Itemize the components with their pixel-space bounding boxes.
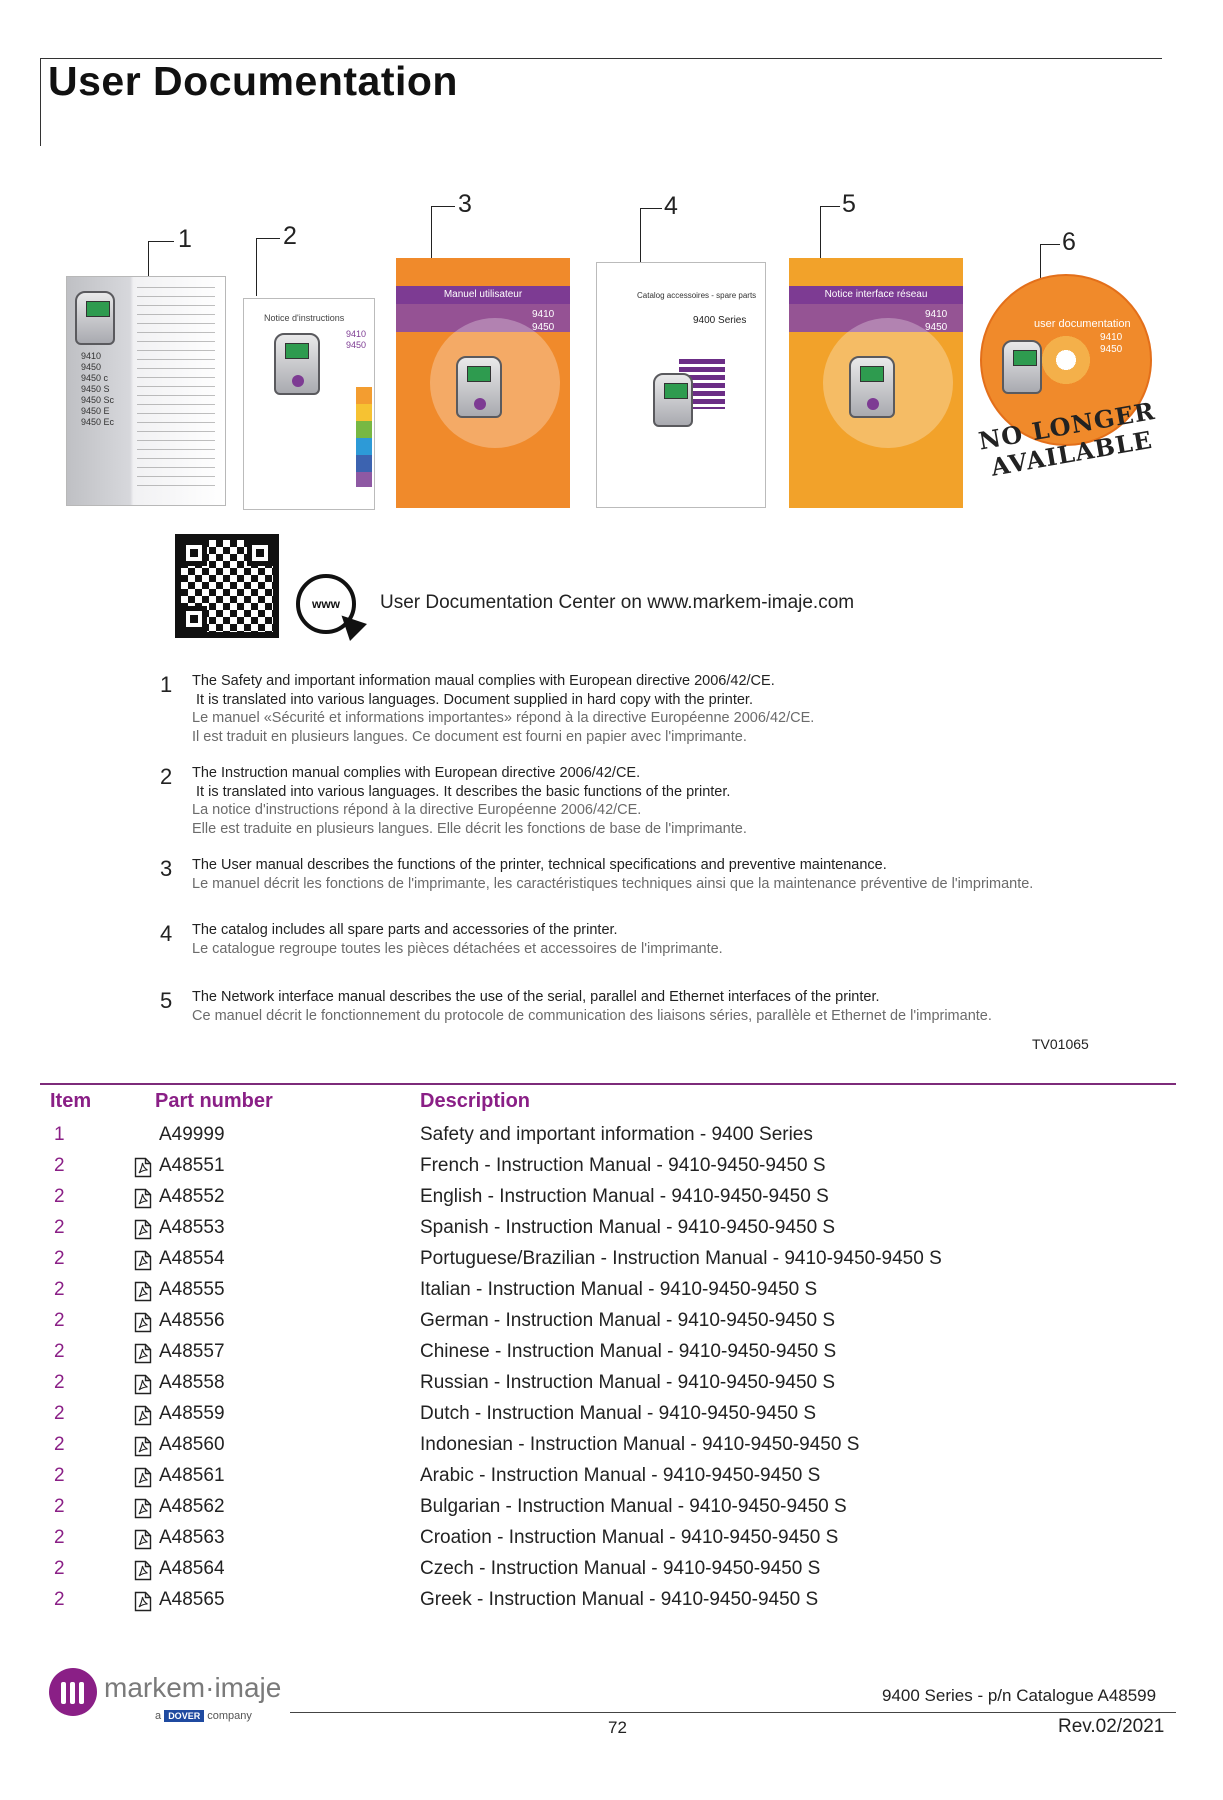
note-english — [192, 672, 775, 709]
doc-spare-parts-catalog — [596, 262, 766, 508]
row-part-number[interactable]: A48551 — [159, 1155, 225, 1176]
row-part-number[interactable]: A48554 — [159, 1248, 225, 1269]
pdf-icon[interactable] — [134, 1188, 152, 1209]
table-row — [0, 1186, 1223, 1217]
note-number: 3 — [160, 856, 173, 881]
text-lines — [137, 287, 215, 491]
pdf-icon[interactable] — [134, 1157, 152, 1178]
row-description: Bulgarian - Instruction Manual - 9410-9450-9450 S — [420, 1496, 847, 1517]
row-description: Russian - Instruction Manual - 9410-9450-9450 S — [420, 1372, 836, 1393]
dover-logo: DOVER — [164, 1710, 204, 1722]
row-description: German - Instruction Manual - 9410-9450-9450 S — [420, 1310, 836, 1331]
note-english — [192, 764, 730, 801]
doc-series: 9400 Series — [693, 315, 747, 326]
leader-line — [820, 206, 840, 207]
row-description: Croation - Instruction Manual - 9410-9450-9450 S — [420, 1527, 839, 1548]
row-part-number[interactable]: A48563 — [159, 1527, 225, 1548]
row-item: 2 — [54, 1186, 65, 1207]
doc-safety-booklet — [66, 276, 226, 506]
note-line: It is translated into various languages. Document supplied in hard copy with the printer. — [192, 691, 753, 708]
note-english — [192, 988, 880, 1007]
pdf-icon[interactable] — [134, 1281, 152, 1302]
table-row — [0, 1496, 1223, 1527]
row-part-number[interactable]: A48552 — [159, 1186, 225, 1207]
note-number: 5 — [160, 988, 173, 1013]
footer-rule — [290, 1712, 1176, 1713]
table-row — [0, 1465, 1223, 1496]
row-item: 2 — [54, 1248, 65, 1269]
markem-imaje-logo-icon — [49, 1668, 97, 1716]
pdf-icon[interactable] — [134, 1591, 152, 1612]
table-row — [0, 1589, 1223, 1620]
pdf-icon[interactable] — [134, 1312, 152, 1333]
leader-line — [256, 238, 257, 296]
table-row — [0, 1310, 1223, 1341]
row-description: Chinese - Instruction Manual - 9410-9450-9450 S — [420, 1341, 837, 1362]
row-item: 1 — [54, 1124, 65, 1145]
note-english — [192, 921, 618, 940]
table-row — [0, 1434, 1223, 1465]
pdf-icon[interactable] — [134, 1529, 152, 1550]
note-line: It is translated into various languages. It describes the basic functions of the printer. — [192, 783, 731, 800]
row-part-number[interactable]: A48559 — [159, 1403, 225, 1424]
row-description: Portuguese/Brazilian - Instruction Manual - 9410-9450-9450 S — [420, 1248, 942, 1269]
tagline-a: a — [155, 1710, 162, 1722]
illustration-reference: TV01065 — [1032, 1036, 1089, 1052]
table-row — [0, 1341, 1223, 1372]
note-french — [192, 801, 747, 838]
row-part-number[interactable]: A48553 — [159, 1217, 225, 1238]
table-row — [0, 1124, 1223, 1155]
pdf-icon[interactable] — [134, 1436, 152, 1457]
row-item: 2 — [54, 1155, 65, 1176]
row-item: 2 — [54, 1372, 65, 1393]
note-french — [192, 940, 723, 959]
row-part-number: A49999 — [159, 1124, 225, 1145]
callout-3: 3 — [458, 190, 472, 218]
row-description: Greek - Instruction Manual - 9410-9450-9450 S — [420, 1589, 819, 1610]
note-line: Le manuel décrit les fonctions de l'imprimante, les caractéristiques techniques ainsi que la maintenance préventive de l'imprimante. — [192, 876, 1034, 892]
leader-line — [640, 208, 662, 209]
row-description: English - Instruction Manual - 9410-9450-9450 S — [420, 1186, 829, 1207]
table-row — [0, 1248, 1223, 1279]
row-description: Czech - Instruction Manual - 9410-9450-9450 S — [420, 1558, 821, 1579]
leader-line — [148, 241, 174, 242]
callout-2: 2 — [283, 222, 297, 250]
note-line: La notice d'instructions répond à la directive Européenne 2006/42/CE. — [192, 802, 642, 818]
printer-icon — [653, 373, 693, 427]
no-longer-available-stamp: NO LONGER AVAILABLE — [976, 395, 1158, 482]
row-description: Spanish - Instruction Manual - 9410-9450-9450 S — [420, 1217, 836, 1238]
printer-icon — [849, 356, 895, 418]
row-item: 2 — [54, 1527, 65, 1548]
leader-line — [256, 238, 280, 239]
note-french — [192, 1007, 992, 1026]
doc-network-manual — [789, 258, 963, 508]
table-row — [0, 1217, 1223, 1248]
doc-title: Manuel utilisateur — [396, 286, 570, 304]
row-part-number[interactable]: A48565 — [159, 1589, 225, 1610]
www-globe-icon[interactable]: www — [296, 574, 356, 634]
table-row — [0, 1279, 1223, 1310]
row-item: 2 — [54, 1465, 65, 1486]
row-part-number[interactable]: A48561 — [159, 1465, 225, 1486]
note-line: Elle est traduite en plusieurs langues. Elle décrit les fonctions de base de l'imprimante. — [192, 820, 747, 837]
row-part-number[interactable]: A48558 — [159, 1372, 225, 1393]
pdf-icon[interactable] — [134, 1250, 152, 1271]
header-left-rule — [40, 58, 41, 146]
row-part-number[interactable]: A48562 — [159, 1496, 225, 1517]
dvd-label: user documentation — [1034, 318, 1131, 330]
note-french — [192, 709, 814, 746]
note-line: Le manuel «Sécurité et informations importantes» répond à la directive Européenne 2006/42/CE. — [192, 710, 815, 726]
qr-code-icon — [175, 534, 279, 638]
table-row — [0, 1372, 1223, 1403]
note-english — [192, 856, 887, 875]
note-line: The Instruction manual complies with European directive 2006/42/CE. — [192, 765, 641, 781]
row-item: 2 — [54, 1341, 65, 1362]
note-line: Le catalogue regroupe toutes les pièces détachées et accessoires de l'imprimante. — [192, 941, 723, 957]
printer-icon — [274, 333, 320, 395]
row-part-number[interactable]: A48560 — [159, 1434, 225, 1455]
row-item: 2 — [54, 1310, 65, 1331]
doc-models: 9410 9450 9450 c 9450 S 9450 Sc 9450 E 9450 Ec — [81, 351, 115, 427]
callout-1: 1 — [178, 225, 192, 253]
table-row — [0, 1558, 1223, 1589]
row-description: Indonesian - Instruction Manual - 9410-9450-9450 S — [420, 1434, 860, 1455]
note-number: 4 — [160, 921, 173, 946]
pdf-icon[interactable] — [134, 1374, 152, 1395]
note-number: 1 — [160, 672, 173, 697]
note-line: Il est traduit en plusieurs langues. Ce document est fourni en papier avec l'imprimante. — [192, 728, 747, 745]
row-part-number[interactable]: A48556 — [159, 1310, 225, 1331]
printer-icon — [75, 291, 115, 345]
documentation-center-link[interactable]: User Documentation Center on www.markem-imaje.com — [380, 592, 855, 613]
row-part-number[interactable]: A48564 — [159, 1558, 225, 1579]
note-french — [192, 875, 1033, 894]
row-item: 2 — [54, 1589, 65, 1610]
table-rule — [40, 1083, 1176, 1085]
pdf-icon[interactable] — [134, 1560, 152, 1581]
row-part-number[interactable]: A48557 — [159, 1341, 225, 1362]
callout-5: 5 — [842, 190, 856, 218]
column-header-description: Description — [420, 1090, 531, 1112]
note-line: The User manual describes the functions of the printer, technical specifications and preventive maintenance. — [192, 857, 887, 873]
doc-title: Notice interface réseau — [789, 286, 963, 304]
pdf-icon[interactable] — [134, 1343, 152, 1364]
printer-icon — [456, 356, 502, 418]
callout-4: 4 — [664, 192, 678, 220]
leader-line — [431, 206, 455, 207]
row-description: Dutch - Instruction Manual - 9410-9450-9450 S — [420, 1403, 817, 1424]
doc-models: 9410 9450 — [925, 309, 948, 333]
row-item: 2 — [54, 1403, 65, 1424]
tagline-company: company — [207, 1710, 252, 1722]
revision: Rev.02/2021 — [1058, 1716, 1165, 1737]
brand-tagline — [155, 1710, 252, 1722]
column-header-part-number: Part number — [155, 1090, 273, 1112]
note-line: The catalog includes all spare parts and accessories of the printer. — [192, 922, 618, 938]
row-description: French - Instruction Manual - 9410-9450-9450 S — [420, 1155, 826, 1176]
doc-instruction-manual — [243, 298, 375, 510]
note-number: 2 — [160, 764, 173, 789]
note-line: The Network interface manual describes the use of the serial, parallel and Ethernet interfaces of the printer. — [192, 989, 880, 1005]
dvd-models: 9410 9450 — [1100, 332, 1123, 355]
page-title: User Documentation — [48, 58, 458, 104]
row-item: 2 — [54, 1434, 65, 1455]
note-line: Ce manuel décrit le fonctionnement du protocole de communication des liaisons séries, parallèle et Ethernet de l'imprimante. — [192, 1008, 992, 1024]
doc-models: 9410 9450 — [346, 329, 367, 350]
brand-name: markem·imaje — [104, 1672, 282, 1703]
printer-icon — [1002, 340, 1042, 394]
table-row — [0, 1155, 1223, 1186]
leader-line — [1040, 244, 1060, 245]
table-row — [0, 1527, 1223, 1558]
row-description: Italian - Instruction Manual - 9410-9450-9450 S — [420, 1279, 818, 1300]
callout-6: 6 — [1062, 228, 1076, 256]
row-description: Arabic - Instruction Manual - 9410-9450-9450 S — [420, 1465, 821, 1486]
doc-user-manual — [396, 258, 570, 508]
pdf-icon[interactable] — [134, 1405, 152, 1426]
pdf-icon[interactable] — [134, 1467, 152, 1488]
page-number: 72 — [608, 1718, 627, 1737]
row-item: 2 — [54, 1279, 65, 1300]
column-header-item: Item — [50, 1090, 92, 1112]
row-item: 2 — [54, 1496, 65, 1517]
table-row — [0, 1403, 1223, 1434]
pdf-icon[interactable] — [134, 1219, 152, 1240]
doc-title: Catalog accessoires - spare parts — [637, 291, 757, 300]
row-description: Safety and important information - 9400 Series — [420, 1124, 813, 1145]
doc-models: 9410 9450 — [532, 309, 555, 333]
note-line: The Safety and important information maual complies with European directive 2006/42/CE. — [192, 673, 775, 689]
row-item: 2 — [54, 1558, 65, 1579]
footer-catalogue: 9400 Series - p/n Catalogue A48599 — [882, 1686, 1157, 1705]
pdf-icon[interactable] — [134, 1498, 152, 1519]
doc-title: Notice d'instructions — [264, 313, 345, 323]
row-part-number[interactable]: A48555 — [159, 1279, 225, 1300]
row-item: 2 — [54, 1217, 65, 1238]
color-tabs — [356, 387, 372, 487]
